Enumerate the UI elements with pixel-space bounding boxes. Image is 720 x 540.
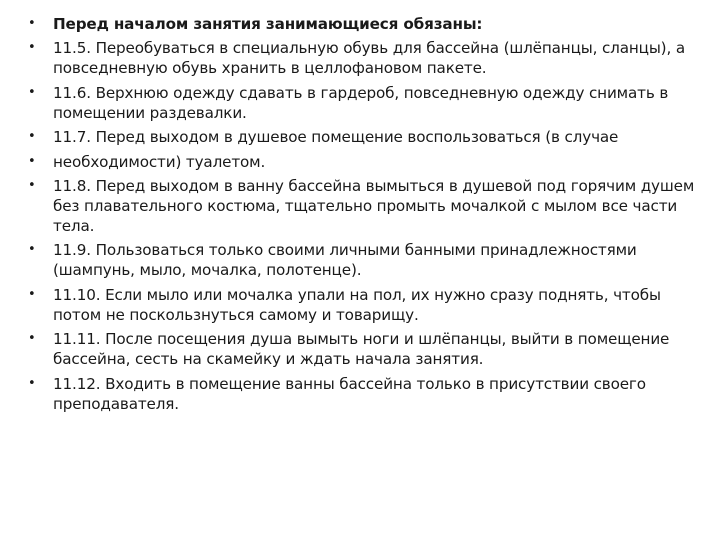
list-item xyxy=(24,374,696,414)
bullet-icon: • xyxy=(28,40,36,56)
list-item-heading xyxy=(24,14,696,34)
list-item-text: Перед началом занятия занимающиеся обязаны: xyxy=(53,15,483,33)
list-item xyxy=(24,329,696,369)
list-item-text: 11.5. Переобуваться в специальную обувь для бассейна (шлёпанцы, сланцы), а повседневную обувь хранить в целлофановом пакете. xyxy=(53,39,685,78)
list-item-text: 11.12. Входить в помещение ванны бассейна только в присутствии своего преподавателя. xyxy=(53,374,646,413)
bullet-icon: • xyxy=(28,16,36,31)
bullet-icon: • xyxy=(28,375,36,391)
list-item-text: 11.8. Перед выходом в ванну бассейна вымыться в душевой под горячим душем без плавательного костюма, тщательно промыть мочалкой с мылом все части тела. xyxy=(53,176,695,235)
list-item xyxy=(24,285,696,325)
bullet-icon: • xyxy=(28,153,36,169)
list-item xyxy=(24,83,696,123)
list-item xyxy=(24,127,696,147)
bullet-icon: • xyxy=(28,177,36,193)
bullet-icon: • xyxy=(28,331,36,347)
list-item-text: 11.10. Если мыло или мочалка упали на пол, их нужно сразу поднять, чтобы потом не поскользнуться самому и товарищу. xyxy=(53,285,661,324)
list-item-text: 11.6. Верхнюю одежду сдавать в гардероб, повседневную одежду снимать в помещении раздевалки. xyxy=(53,83,669,122)
list-item xyxy=(24,152,696,172)
rules-list xyxy=(24,14,696,418)
bullet-icon: • xyxy=(28,129,36,145)
list-item-text: необходимости) туалетом. xyxy=(53,152,266,171)
list-item-text: 11.11. После посещения душа вымыть ноги и шлёпанцы, выйти в помещение бассейна, сесть на скамейку и ждать начала занятия. xyxy=(53,330,670,369)
bullet-icon: • xyxy=(28,242,36,258)
bullet-icon: • xyxy=(28,84,36,100)
list-item-text: 11.9. Пользоваться только своими личными банными принадлежностями (шампунь, мыло, мочалка, полотенце). xyxy=(53,241,637,280)
list-item xyxy=(24,38,696,78)
list-item-text: 11.7. Перед выходом в душевое помещение воспользоваться (в случае xyxy=(53,128,619,147)
list-item xyxy=(24,176,696,236)
bullet-icon: • xyxy=(28,286,36,302)
list-item xyxy=(24,240,696,280)
